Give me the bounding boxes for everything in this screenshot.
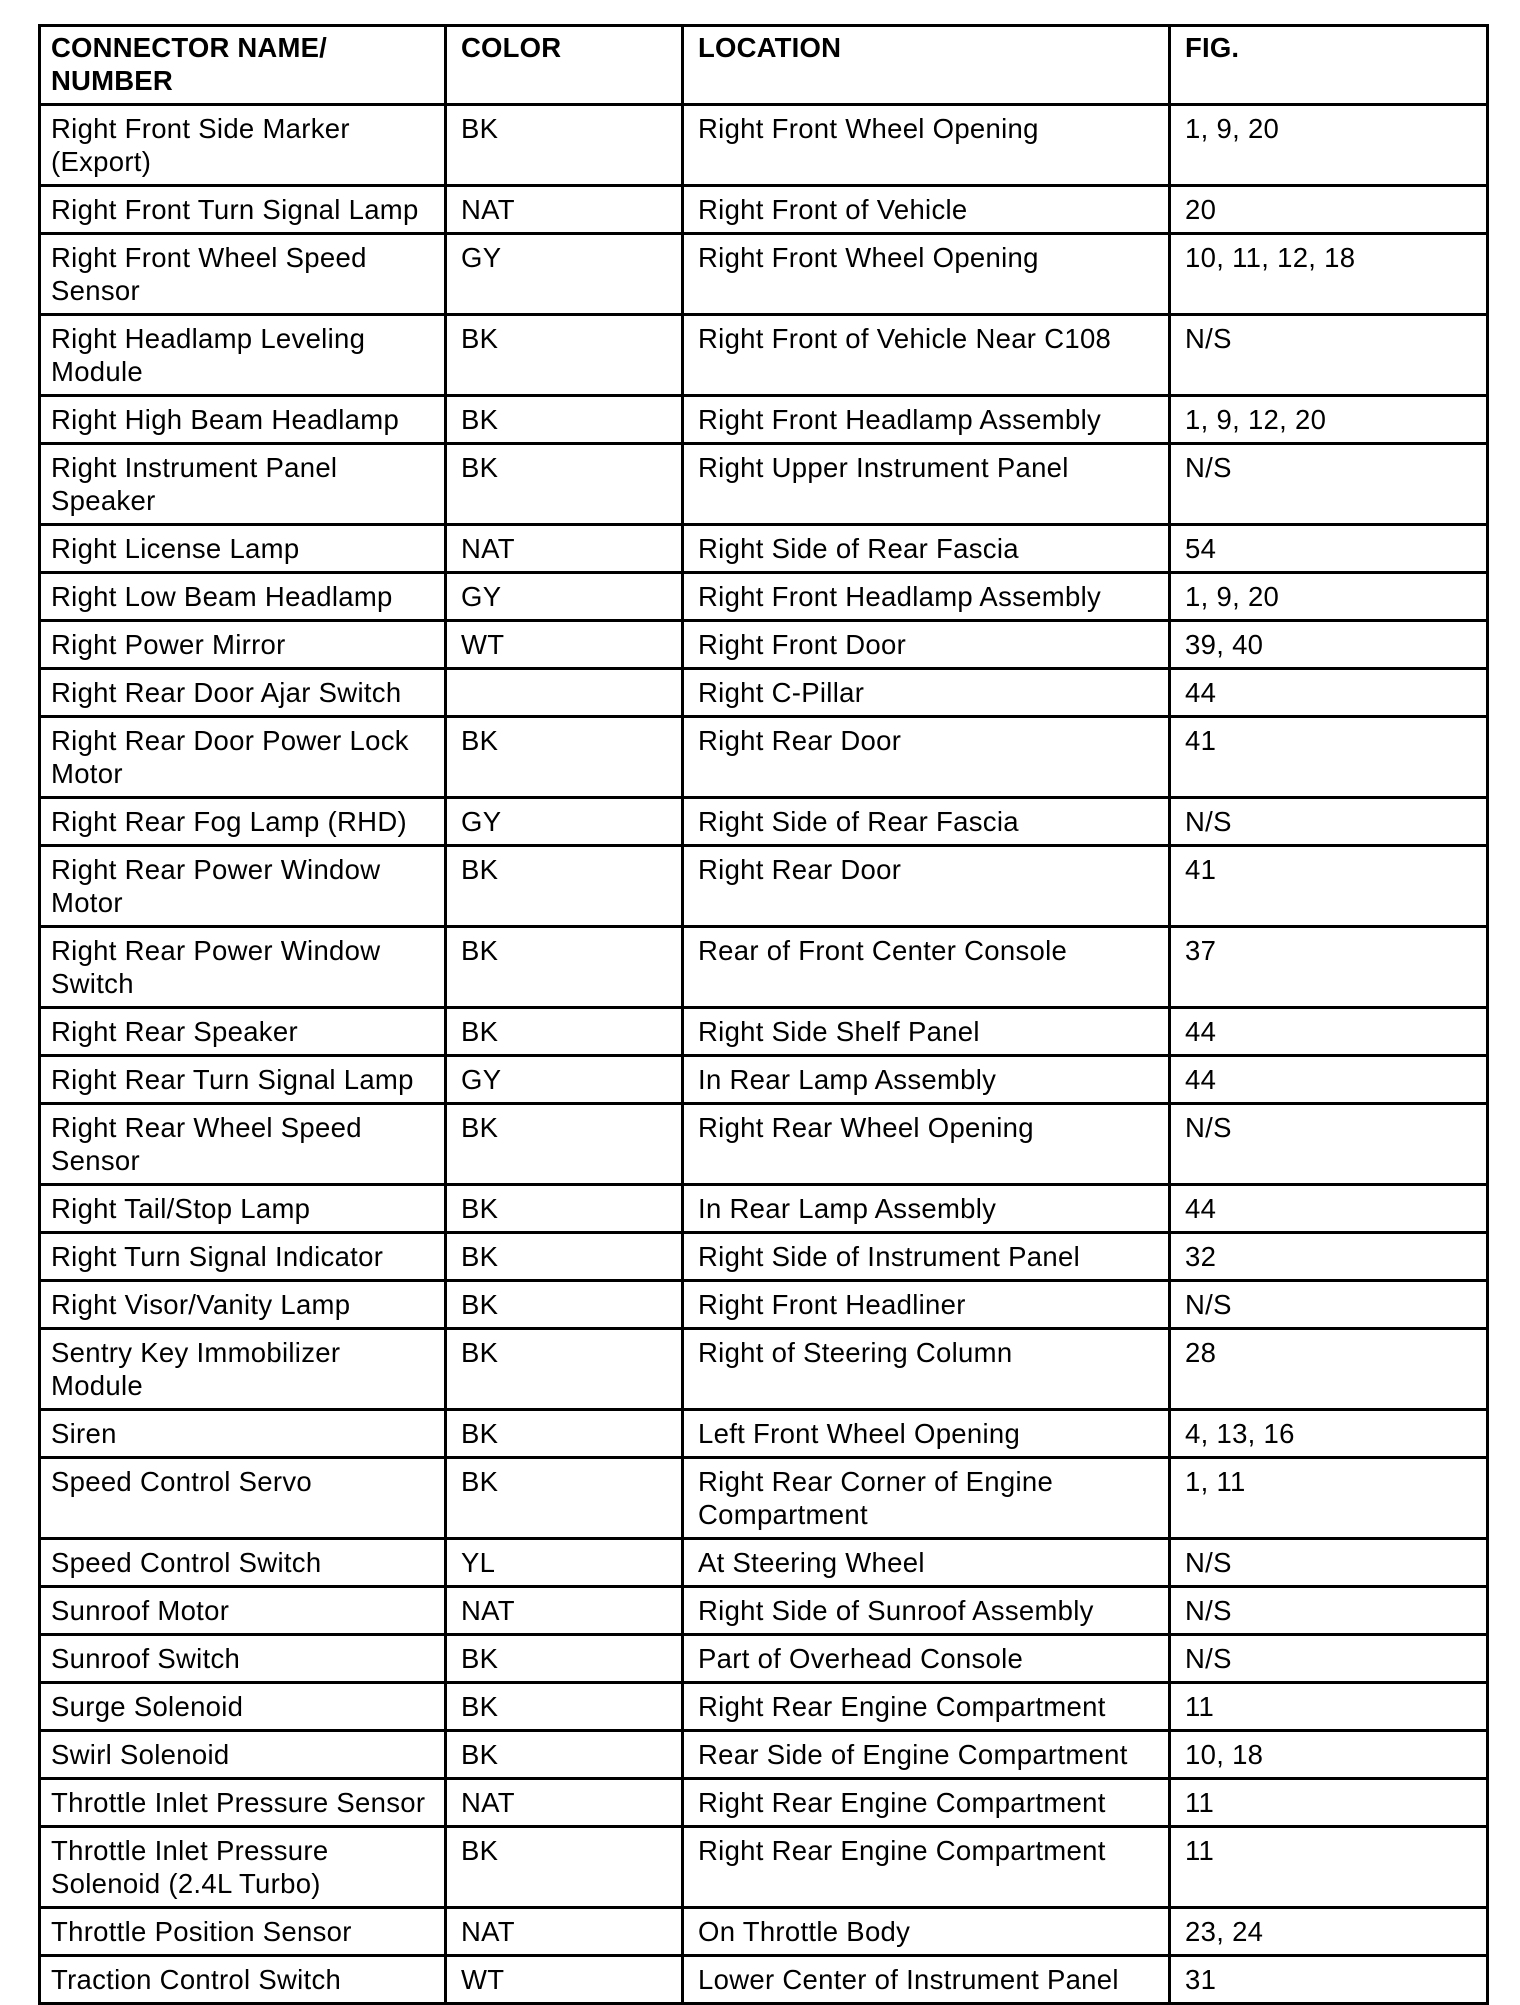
cell-color: BK: [446, 1329, 683, 1410]
cell-connector-name: Right Rear Fog Lamp (RHD): [40, 798, 446, 846]
cell-location: Rear of Front Center Console: [683, 927, 1170, 1008]
header-color: COLOR: [446, 26, 683, 105]
table-row: [40, 105, 1488, 186]
cell-connector-name: Throttle Inlet Pressure Solenoid (2.4L Turbo): [40, 1827, 446, 1908]
cell-fig: N/S: [1170, 1104, 1488, 1185]
cell-connector-name: Right Rear Door Power Lock Motor: [40, 717, 446, 798]
table-row: [40, 1185, 1488, 1233]
cell-color: BK: [446, 927, 683, 1008]
table-row: [40, 621, 1488, 669]
cell-color: BK: [446, 1731, 683, 1779]
cell-color: NAT: [446, 1779, 683, 1827]
cell-color: BK: [446, 1827, 683, 1908]
cell-location: Right Rear Engine Compartment: [683, 1827, 1170, 1908]
cell-fig: 37: [1170, 927, 1488, 1008]
cell-connector-name: Right License Lamp: [40, 525, 446, 573]
cell-fig: N/S: [1170, 1587, 1488, 1635]
table-row: [40, 1779, 1488, 1827]
cell-fig: 10, 18: [1170, 1731, 1488, 1779]
cell-connector-name: Sunroof Motor: [40, 1587, 446, 1635]
cell-fig: 1, 9, 12, 20: [1170, 396, 1488, 444]
cell-color: BK: [446, 1233, 683, 1281]
table-row: [40, 444, 1488, 525]
cell-connector-name: Sentry Key Immobilizer Module: [40, 1329, 446, 1410]
cell-fig: N/S: [1170, 1635, 1488, 1683]
cell-location: Right Front Headlamp Assembly: [683, 396, 1170, 444]
cell-fig: 54: [1170, 525, 1488, 573]
cell-connector-name: Right Instrument Panel Speaker: [40, 444, 446, 525]
cell-color: BK: [446, 1008, 683, 1056]
cell-connector-name: Right Front Turn Signal Lamp: [40, 186, 446, 234]
cell-location: Right Side of Instrument Panel: [683, 1233, 1170, 1281]
cell-location: Right Rear Door: [683, 717, 1170, 798]
cell-fig: 32: [1170, 1233, 1488, 1281]
cell-connector-name: Speed Control Switch: [40, 1539, 446, 1587]
cell-fig: 4, 13, 16: [1170, 1410, 1488, 1458]
cell-location: Right Front of Vehicle: [683, 186, 1170, 234]
cell-fig: 20: [1170, 186, 1488, 234]
cell-fig: 11: [1170, 1779, 1488, 1827]
cell-connector-name: Right Front Wheel Speed Sensor: [40, 234, 446, 315]
table-row: [40, 717, 1488, 798]
cell-color: [446, 669, 683, 717]
cell-fig: 44: [1170, 669, 1488, 717]
cell-location: Rear Side of Engine Compartment: [683, 1731, 1170, 1779]
table-row: [40, 846, 1488, 927]
cell-fig: N/S: [1170, 444, 1488, 525]
table-row: [40, 1104, 1488, 1185]
cell-location: Right of Steering Column: [683, 1329, 1170, 1410]
cell-fig: 1, 9, 20: [1170, 573, 1488, 621]
cell-connector-name: Speed Control Servo: [40, 1458, 446, 1539]
cell-color: BK: [446, 1635, 683, 1683]
cell-connector-name: Right Rear Speaker: [40, 1008, 446, 1056]
cell-fig: N/S: [1170, 1281, 1488, 1329]
cell-location: On Throttle Body: [683, 1908, 1170, 1956]
cell-location: Right Side of Rear Fascia: [683, 525, 1170, 573]
cell-color: NAT: [446, 525, 683, 573]
cell-color: BK: [446, 1458, 683, 1539]
table-row: [40, 1458, 1488, 1539]
cell-connector-name: Traction Control Switch: [40, 1956, 446, 2004]
cell-color: BK: [446, 105, 683, 186]
cell-location: Right Side of Rear Fascia: [683, 798, 1170, 846]
table-row: [40, 1233, 1488, 1281]
cell-color: BK: [446, 1410, 683, 1458]
cell-fig: 1, 9, 20: [1170, 105, 1488, 186]
cell-color: BK: [446, 1104, 683, 1185]
table-row: [40, 1683, 1488, 1731]
cell-location: Right Upper Instrument Panel: [683, 444, 1170, 525]
cell-fig: 11: [1170, 1827, 1488, 1908]
cell-location: Part of Overhead Console: [683, 1635, 1170, 1683]
table-row: [40, 1635, 1488, 1683]
cell-color: BK: [446, 1683, 683, 1731]
table-row: [40, 927, 1488, 1008]
table-row: [40, 573, 1488, 621]
cell-connector-name: Right Power Mirror: [40, 621, 446, 669]
cell-location: At Steering Wheel: [683, 1539, 1170, 1587]
cell-color: GY: [446, 798, 683, 846]
table-row: [40, 1008, 1488, 1056]
cell-connector-name: Right Rear Power Window Switch: [40, 927, 446, 1008]
cell-color: YL: [446, 1539, 683, 1587]
cell-location: Right Front Wheel Opening: [683, 234, 1170, 315]
cell-color: BK: [446, 444, 683, 525]
cell-color: BK: [446, 1185, 683, 1233]
connector-table: [38, 24, 1489, 2005]
cell-color: GY: [446, 234, 683, 315]
cell-connector-name: Right High Beam Headlamp: [40, 396, 446, 444]
cell-connector-name: Right Rear Door Ajar Switch: [40, 669, 446, 717]
cell-location: In Rear Lamp Assembly: [683, 1185, 1170, 1233]
cell-fig: N/S: [1170, 798, 1488, 846]
cell-fig: N/S: [1170, 315, 1488, 396]
cell-connector-name: Right Rear Turn Signal Lamp: [40, 1056, 446, 1104]
cell-connector-name: Throttle Position Sensor: [40, 1908, 446, 1956]
table-row: [40, 1587, 1488, 1635]
cell-location: Left Front Wheel Opening: [683, 1410, 1170, 1458]
table-row: [40, 1329, 1488, 1410]
cell-color: GY: [446, 573, 683, 621]
cell-color: NAT: [446, 1587, 683, 1635]
table-row: [40, 1908, 1488, 1956]
cell-connector-name: Siren: [40, 1410, 446, 1458]
table-row: [40, 1281, 1488, 1329]
cell-location: Right Rear Corner of Engine Compartment: [683, 1458, 1170, 1539]
table-row: [40, 798, 1488, 846]
header-location: LOCATION: [683, 26, 1170, 105]
cell-connector-name: Right Turn Signal Indicator: [40, 1233, 446, 1281]
cell-connector-name: Right Front Side Marker (Export): [40, 105, 446, 186]
cell-location: Right Rear Wheel Opening: [683, 1104, 1170, 1185]
cell-color: WT: [446, 621, 683, 669]
cell-connector-name: Sunroof Switch: [40, 1635, 446, 1683]
cell-connector-name: Right Rear Wheel Speed Sensor: [40, 1104, 446, 1185]
cell-fig: 1, 11: [1170, 1458, 1488, 1539]
table-row: [40, 669, 1488, 717]
cell-location: Lower Center of Instrument Panel: [683, 1956, 1170, 2004]
table-row: [40, 1410, 1488, 1458]
cell-connector-name: Swirl Solenoid: [40, 1731, 446, 1779]
cell-color: BK: [446, 717, 683, 798]
cell-connector-name: Right Tail/Stop Lamp: [40, 1185, 446, 1233]
cell-fig: 44: [1170, 1008, 1488, 1056]
header-fig: FIG.: [1170, 26, 1488, 105]
cell-fig: 39, 40: [1170, 621, 1488, 669]
cell-color: NAT: [446, 1908, 683, 1956]
cell-connector-name: Right Headlamp Leveling Module: [40, 315, 446, 396]
cell-location: Right Side Shelf Panel: [683, 1008, 1170, 1056]
cell-location: Right Front Headliner: [683, 1281, 1170, 1329]
cell-fig: 44: [1170, 1185, 1488, 1233]
cell-connector-name: Right Visor/Vanity Lamp: [40, 1281, 446, 1329]
cell-location: Right Front of Vehicle Near C108: [683, 315, 1170, 396]
cell-location: Right C-Pillar: [683, 669, 1170, 717]
cell-fig: 23, 24: [1170, 1908, 1488, 1956]
cell-color: BK: [446, 315, 683, 396]
cell-location: Right Front Door: [683, 621, 1170, 669]
cell-location: Right Side of Sunroof Assembly: [683, 1587, 1170, 1635]
cell-location: In Rear Lamp Assembly: [683, 1056, 1170, 1104]
table-row: [40, 186, 1488, 234]
cell-location: Right Rear Engine Compartment: [683, 1683, 1170, 1731]
table-row: [40, 1956, 1488, 2004]
table-row: [40, 1731, 1488, 1779]
table-body: [40, 105, 1488, 2004]
header-row: [40, 26, 1488, 105]
cell-fig: 44: [1170, 1056, 1488, 1104]
table-row: [40, 1539, 1488, 1587]
cell-color: NAT: [446, 186, 683, 234]
cell-color: GY: [446, 1056, 683, 1104]
table-row: [40, 396, 1488, 444]
cell-fig: N/S: [1170, 1539, 1488, 1587]
cell-color: BK: [446, 846, 683, 927]
cell-color: BK: [446, 396, 683, 444]
cell-location: Right Front Headlamp Assembly: [683, 573, 1170, 621]
cell-location: Right Rear Engine Compartment: [683, 1779, 1170, 1827]
cell-fig: 41: [1170, 846, 1488, 927]
table-row: [40, 525, 1488, 573]
cell-fig: 41: [1170, 717, 1488, 798]
table-row: [40, 234, 1488, 315]
cell-connector-name: Throttle Inlet Pressure Sensor: [40, 1779, 446, 1827]
cell-connector-name: Right Low Beam Headlamp: [40, 573, 446, 621]
cell-fig: 11: [1170, 1683, 1488, 1731]
table-row: [40, 315, 1488, 396]
table-row: [40, 1827, 1488, 1908]
table-row: [40, 1056, 1488, 1104]
cell-location: Right Rear Door: [683, 846, 1170, 927]
cell-connector-name: Surge Solenoid: [40, 1683, 446, 1731]
cell-location: Right Front Wheel Opening: [683, 105, 1170, 186]
cell-fig: 31: [1170, 1956, 1488, 2004]
cell-connector-name: Right Rear Power Window Motor: [40, 846, 446, 927]
cell-color: BK: [446, 1281, 683, 1329]
cell-color: WT: [446, 1956, 683, 2004]
cell-fig: 10, 11, 12, 18: [1170, 234, 1488, 315]
header-connector-name: CONNECTOR NAME/ NUMBER: [40, 26, 446, 105]
cell-fig: 28: [1170, 1329, 1488, 1410]
